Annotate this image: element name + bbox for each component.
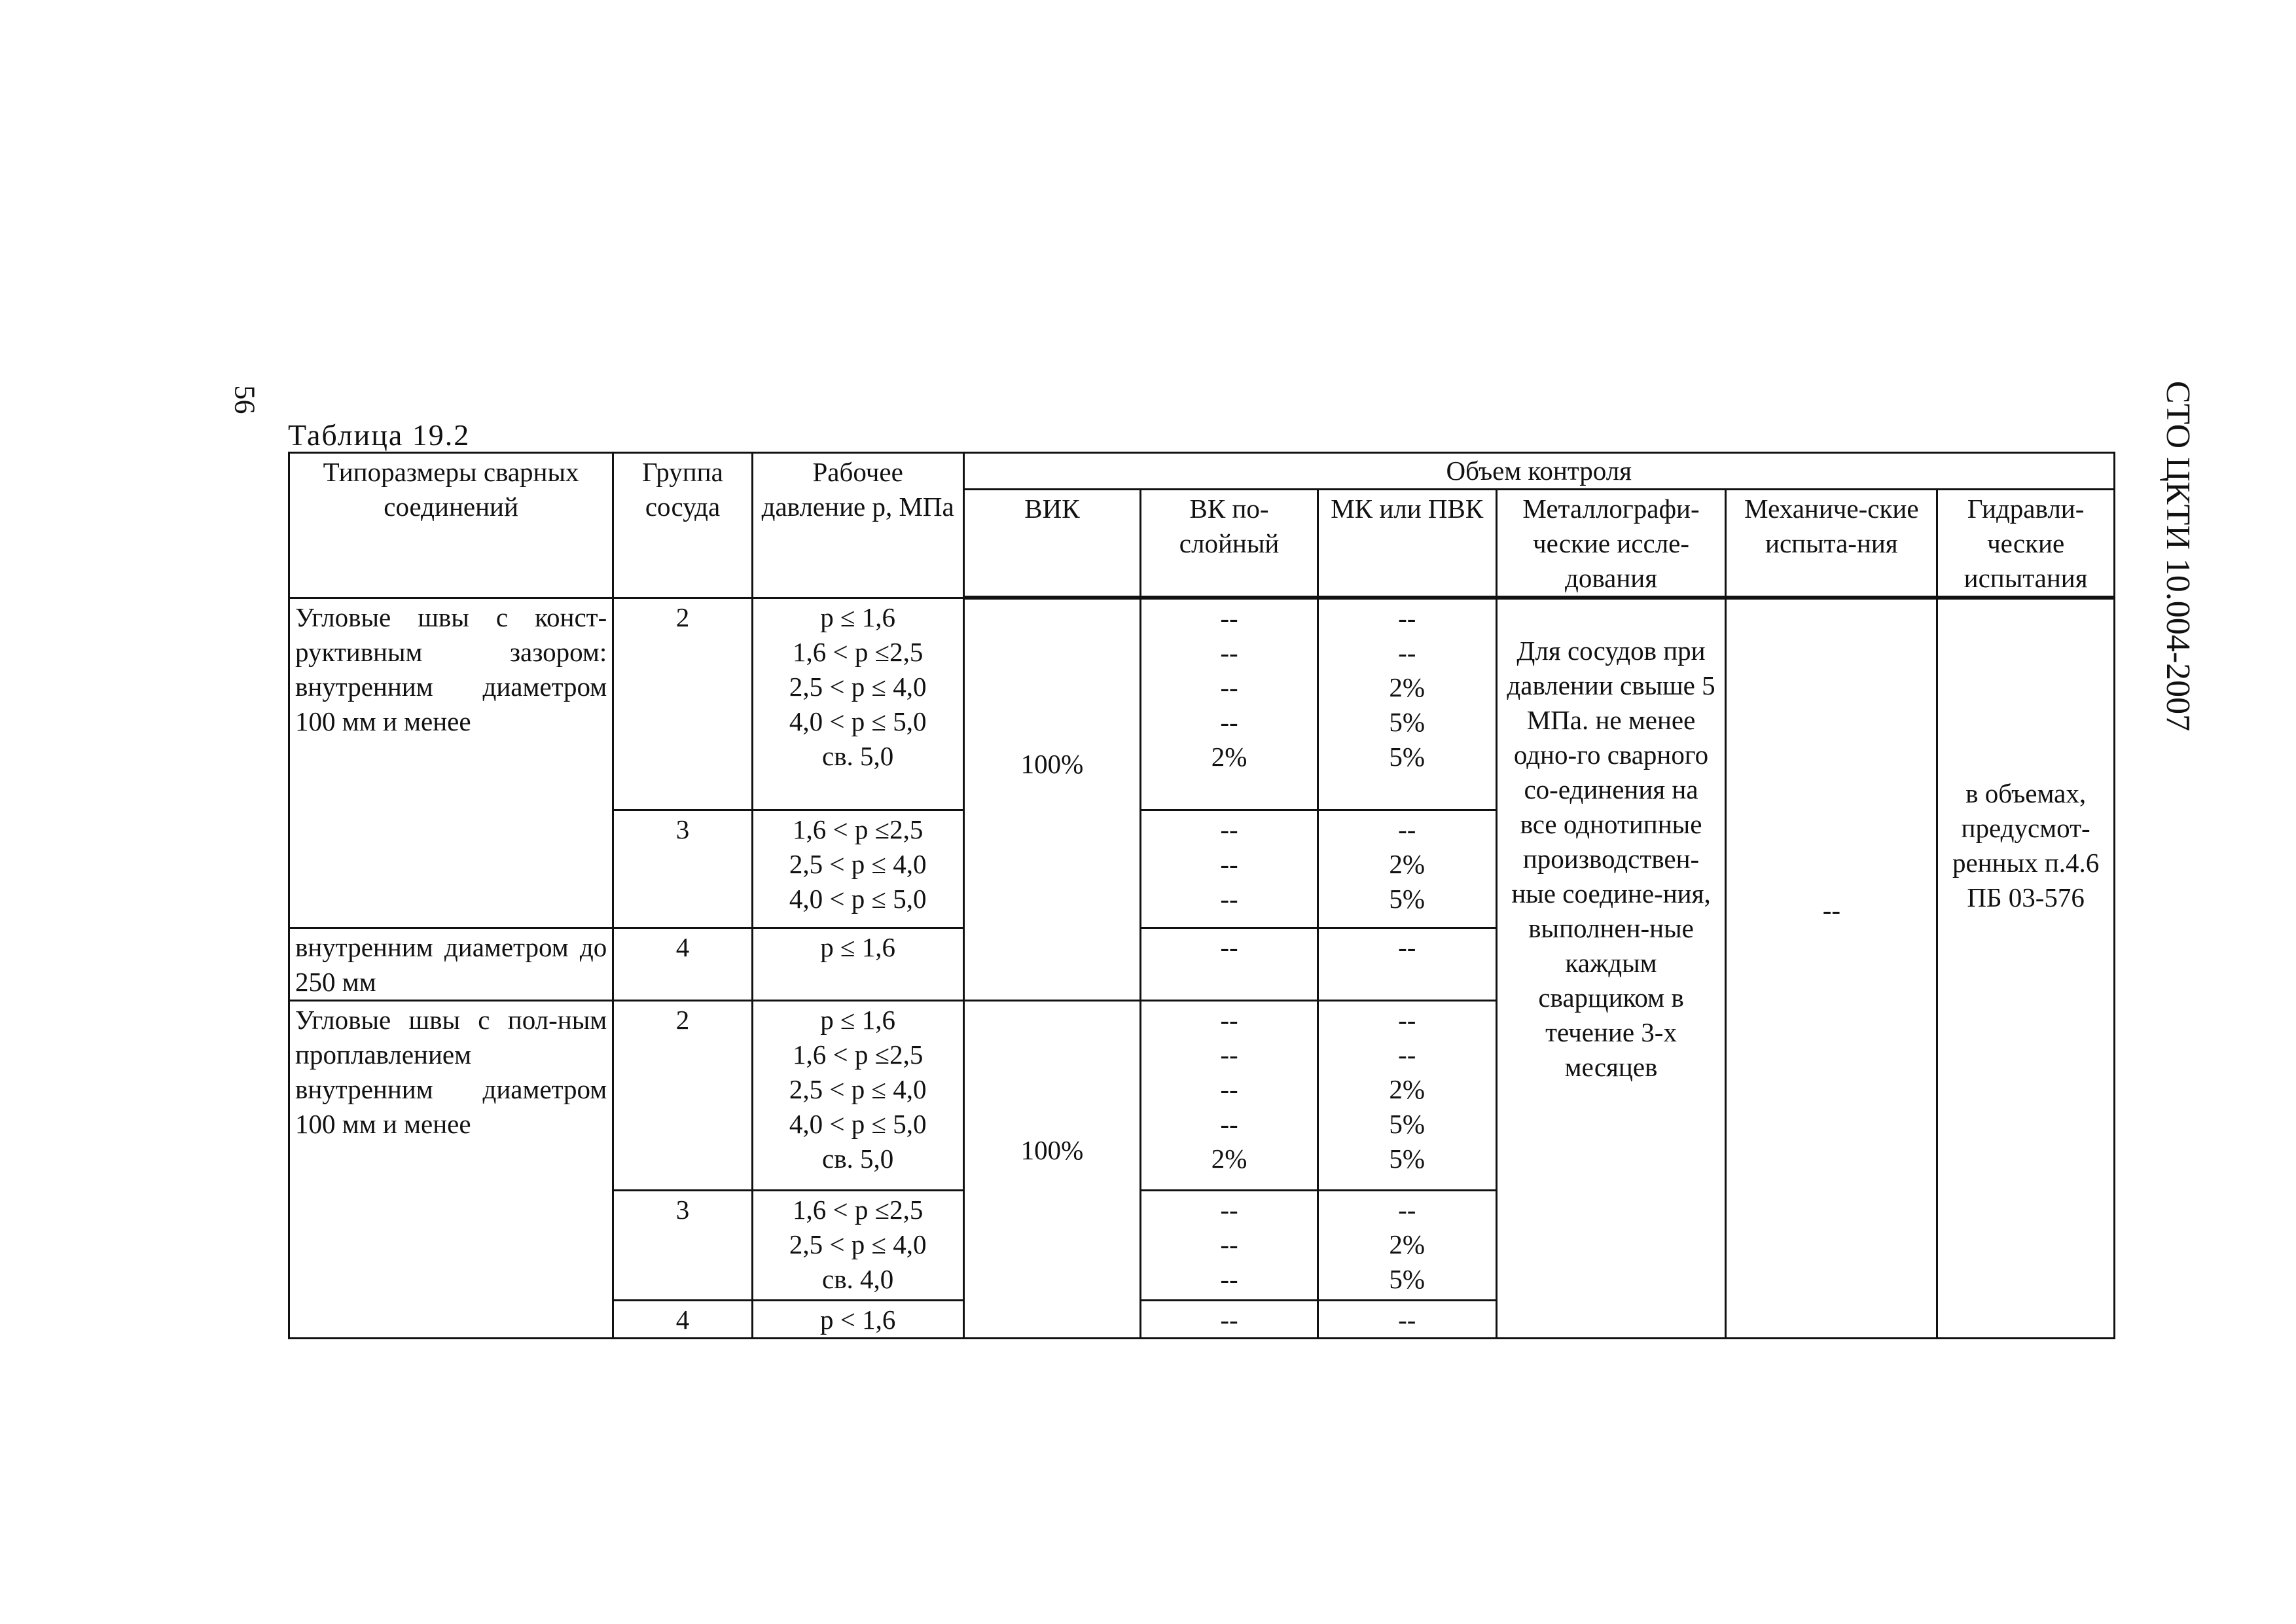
cell-line: св. 5,0 (822, 740, 894, 771)
cell-line: -- (1220, 814, 1238, 844)
cell-line: 1,6 < р ≤2,5 (792, 1039, 924, 1070)
cell-line: -- (1220, 1194, 1238, 1225)
vk-values (1141, 1300, 1318, 1338)
cell-line: 4,0 < р ≤ 5,0 (789, 706, 927, 736)
vk-values (1141, 1000, 1318, 1190)
table-row (289, 598, 2115, 810)
vessel-group: 3 (613, 1190, 753, 1300)
header-hydraulic: Гидравли-ческие испытания (1937, 490, 2115, 598)
cell-line: -- (1220, 638, 1238, 668)
mk-values (1318, 1000, 1496, 1190)
cell-line: 2% (1211, 742, 1247, 772)
cell-line: 2,5 < р ≤ 4,0 (789, 1074, 927, 1104)
document-code: СТО ЦКТИ 10.004-2007 (2159, 380, 2197, 732)
cell-line: -- (1398, 931, 1416, 962)
hydraulic-tests-note: в объемах, предусмот-ренных п.4.6 ПБ 03-576 (1937, 598, 2115, 1338)
cell-line: -- (1220, 1263, 1238, 1294)
cell-line: р < 1,6 (819, 1304, 896, 1335)
vk-values (1141, 1190, 1318, 1300)
cell-line: -- (1220, 1229, 1238, 1259)
pressure-range-list (752, 810, 963, 928)
header-scope: Объем контроля (963, 453, 2114, 490)
cell-line: 5% (1389, 707, 1426, 737)
cell-line: 2,5 < р ≤ 4,0 (789, 1229, 927, 1259)
vessel-group: 3 (613, 810, 753, 928)
cell-line: 2% (1211, 1143, 1247, 1174)
cell-line: -- (1220, 1004, 1238, 1035)
vessel-group: 2 (613, 1000, 753, 1190)
weld-type-description: внутренним диаметром до 250 мм (289, 928, 613, 1000)
pressure-range-list (752, 598, 963, 810)
page-number: 56 (228, 385, 261, 414)
vessel-group: 2 (613, 598, 753, 810)
cell-line: -- (1220, 603, 1238, 633)
header-vk: ВК по-слойный (1141, 490, 1318, 598)
cell-line: 1,6 < р ≤2,5 (792, 814, 924, 844)
cell-line: -- (1398, 1039, 1416, 1070)
cell-line: 2% (1389, 672, 1426, 702)
weld-type-description: Угловые швы с конст-руктивным зазором: внутренним диаметром 100 мм и менее (289, 598, 613, 928)
cell-line: св. 4,0 (822, 1263, 894, 1294)
cell-line: р ≤ 1,6 (820, 1004, 896, 1035)
inspection-scope-table (288, 452, 2115, 1339)
vessel-group: 4 (613, 1300, 753, 1338)
cell-line: 2,5 < р ≤ 4,0 (789, 671, 927, 702)
vk-values (1141, 598, 1318, 810)
cell-line: -- (1220, 672, 1238, 702)
cell-line: -- (1220, 883, 1238, 914)
mk-values (1318, 810, 1496, 928)
header-pressure: Рабочее давление р, МПа (752, 453, 963, 598)
cell-line: р ≤ 1,6 (820, 931, 896, 962)
cell-line: -- (1220, 848, 1238, 879)
pressure-range-list (752, 1190, 963, 1300)
cell-line: -- (1220, 1074, 1238, 1104)
cell-line: р ≤ 1,6 (820, 602, 896, 632)
cell-line: 5% (1389, 1143, 1426, 1174)
header-metallography: Металлографи-ческие иссле-дования (1496, 490, 1726, 598)
vik-value: 100% (963, 598, 1141, 1000)
cell-line: -- (1398, 1304, 1416, 1335)
metallography-note: Для сосудов при давлении свыше 5 МПа. не менее одно-го сварного со-единения на все однотипные производствен-ные соедине-ния, выполнен-ные каждым сварщиком в течение 3-х месяцев (1496, 598, 1726, 1338)
mk-values (1318, 598, 1496, 810)
table-caption: Таблица 19.2 (288, 418, 471, 452)
vessel-group: 4 (613, 928, 753, 1000)
mk-values (1318, 928, 1496, 1000)
cell-line: -- (1220, 931, 1238, 962)
header-vik: ВИК (963, 490, 1141, 598)
cell-line: -- (1220, 1304, 1238, 1335)
mk-values (1318, 1190, 1496, 1300)
pressure-range-list (752, 1300, 963, 1338)
cell-line: 5% (1389, 1263, 1426, 1294)
cell-line: 5% (1389, 883, 1426, 914)
cell-line: -- (1398, 1004, 1416, 1035)
header-mk: МК или ПВК (1318, 490, 1496, 598)
pressure-range-list (752, 1000, 963, 1190)
header-group: Группа сосуда (613, 453, 753, 598)
cell-line: -- (1398, 1194, 1416, 1225)
header-mechanical: Механиче-ские испыта-ния (1726, 490, 1937, 598)
cell-line: 5% (1389, 1108, 1426, 1139)
cell-line: -- (1220, 707, 1238, 737)
cell-line: -- (1220, 1039, 1238, 1070)
cell-line: -- (1398, 814, 1416, 844)
vk-values (1141, 928, 1318, 1000)
header-size: Типоразмеры сварных соединений (289, 453, 613, 598)
cell-line: -- (1398, 603, 1416, 633)
vik-value: 100% (963, 1000, 1141, 1338)
cell-line: 2,5 < р ≤ 4,0 (789, 848, 927, 879)
cell-line: 2% (1389, 1074, 1426, 1104)
cell-line: 4,0 < р ≤ 5,0 (789, 883, 927, 914)
mechanical-tests-value: -- (1726, 598, 1937, 1338)
vk-values (1141, 810, 1318, 928)
cell-line: 1,6 < р ≤2,5 (792, 636, 924, 667)
cell-line: 2% (1389, 1229, 1426, 1259)
mk-values (1318, 1300, 1496, 1338)
pressure-range-list (752, 928, 963, 1000)
weld-type-description: Угловые швы с пол-ным проплавлением внутренним диаметром 100 мм и менее (289, 1000, 613, 1338)
cell-line: св. 5,0 (822, 1143, 894, 1174)
cell-line: -- (1398, 638, 1416, 668)
cell-line: -- (1220, 1108, 1238, 1139)
cell-line: 4,0 < р ≤ 5,0 (789, 1108, 927, 1139)
cell-line: 5% (1389, 742, 1426, 772)
cell-line: 1,6 < р ≤2,5 (792, 1194, 924, 1225)
cell-line: 2% (1389, 848, 1426, 879)
